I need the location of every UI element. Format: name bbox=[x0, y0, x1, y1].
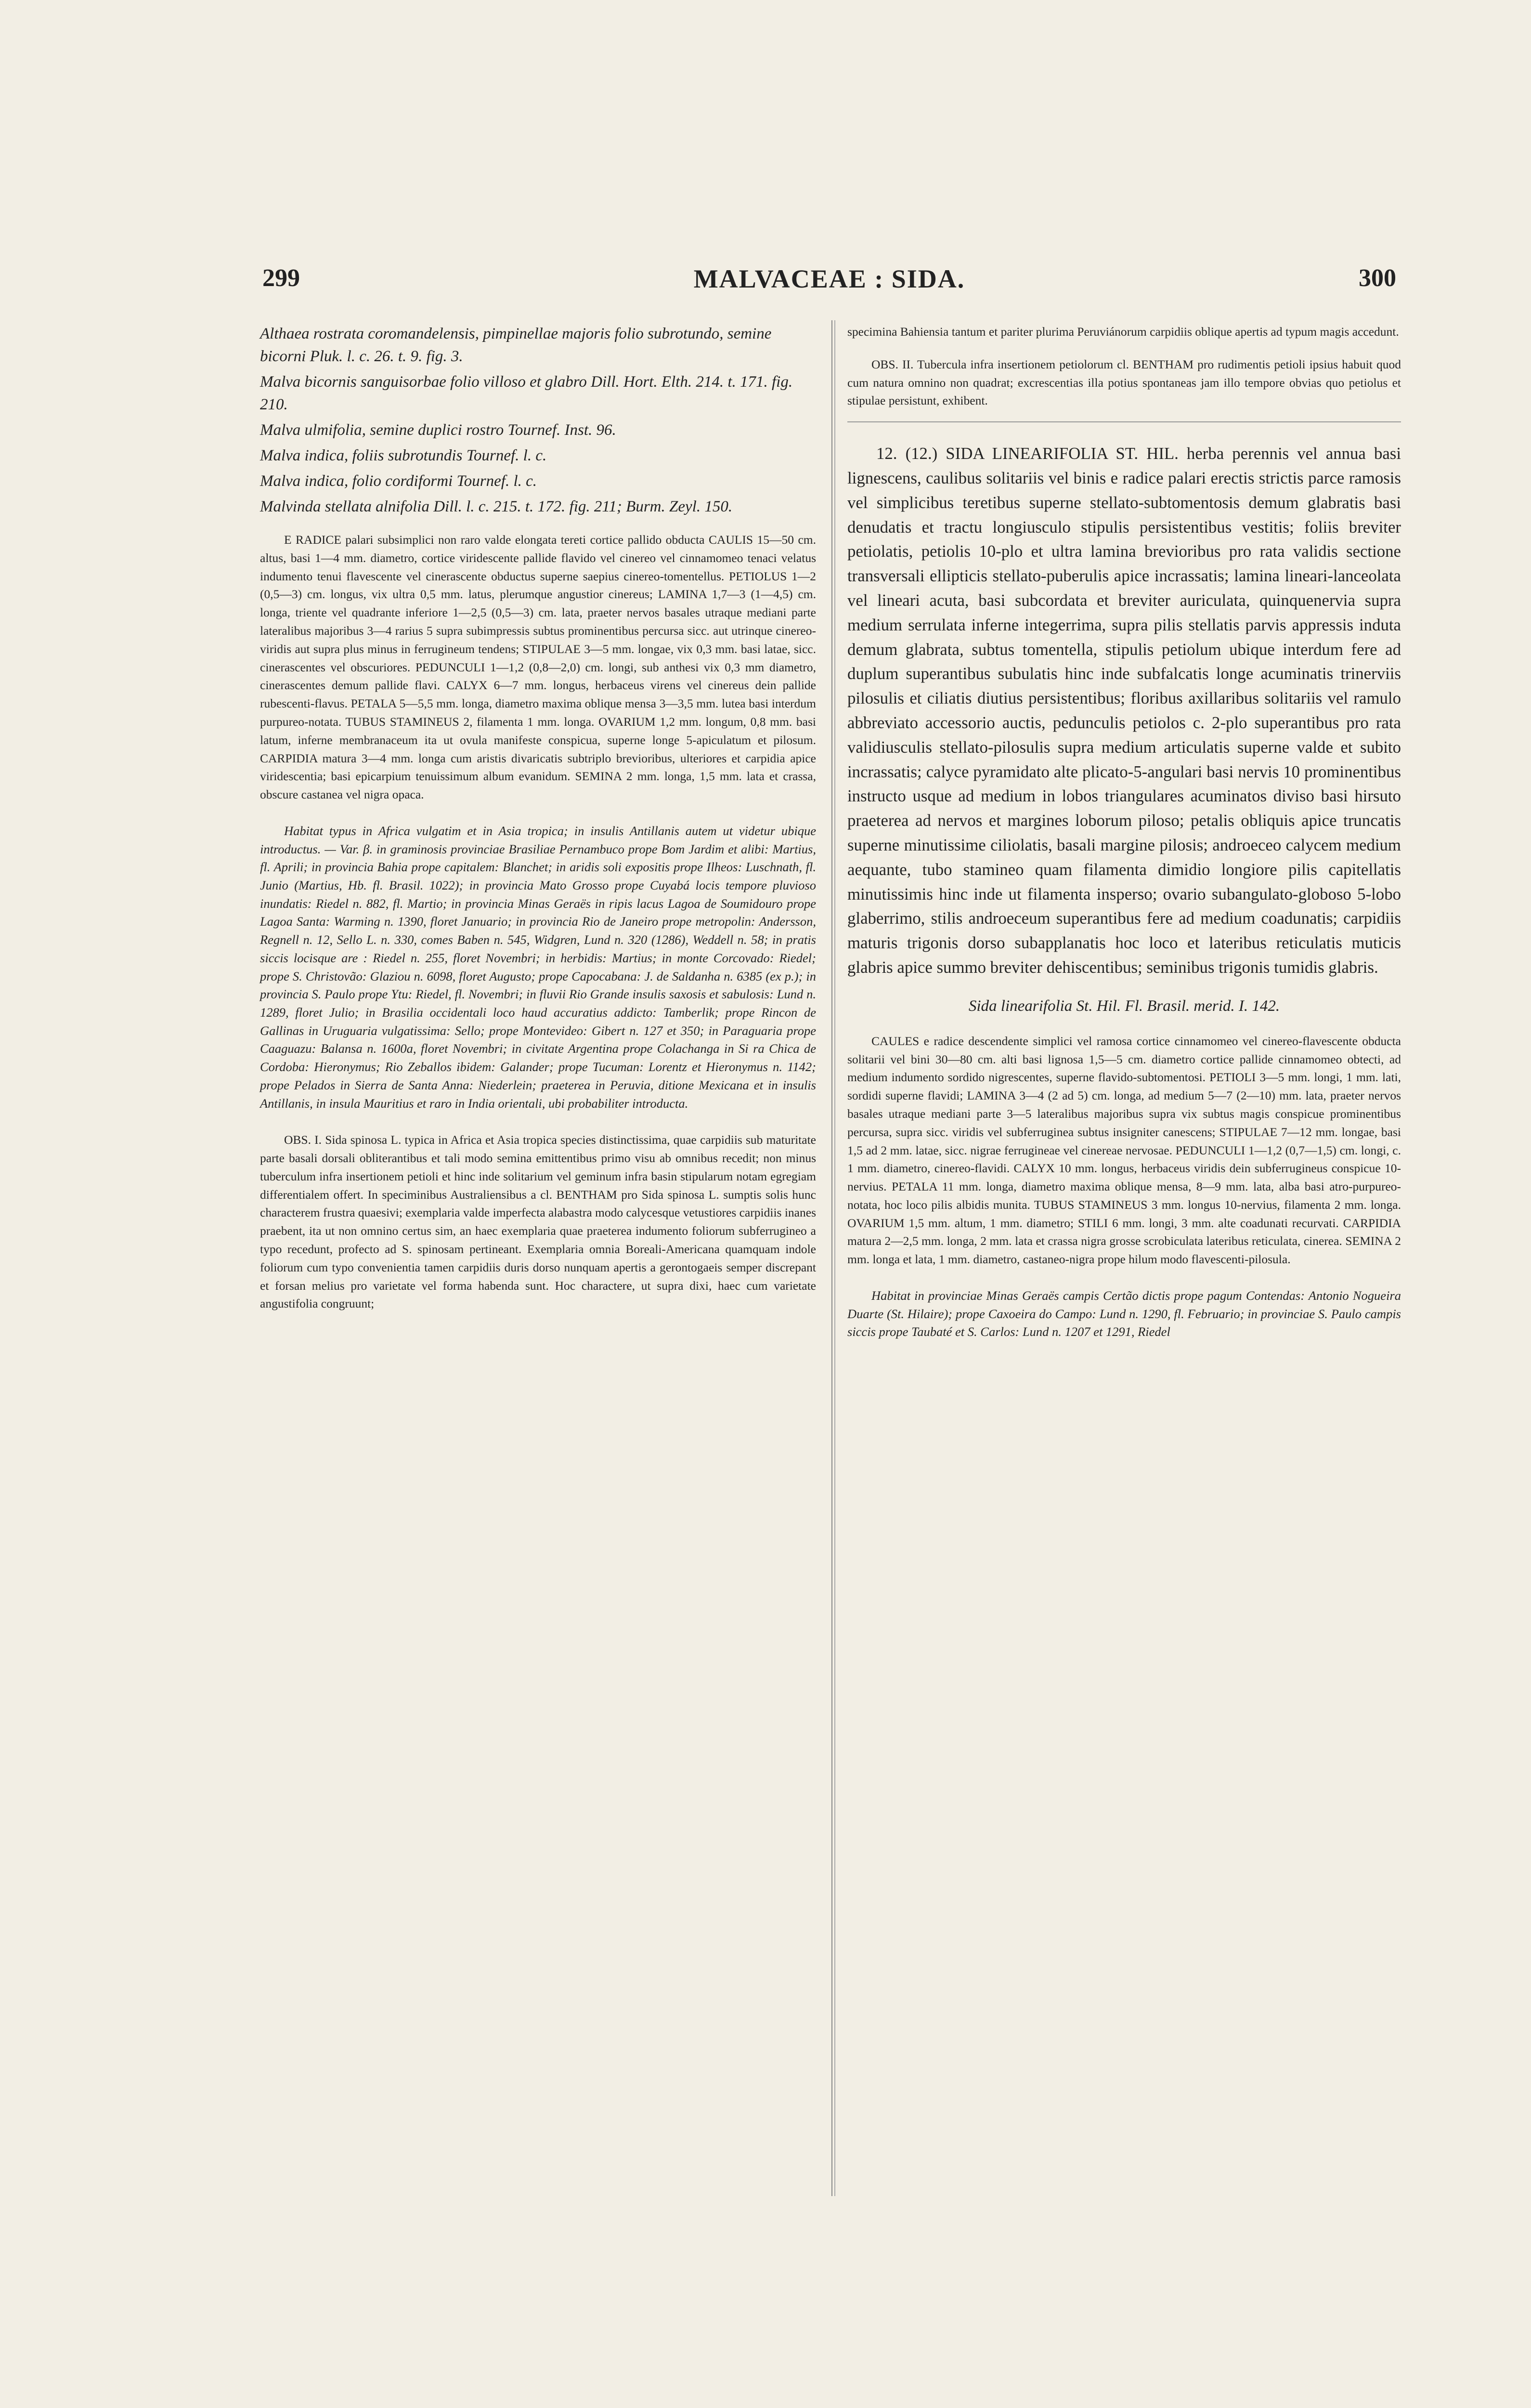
synonym-entry: Malva indica, folio cordiformi Tournef. l. c. bbox=[260, 472, 537, 490]
synonym-entry: Malva ulmifolia, semine duplici rostro Tournef. Inst. 96. bbox=[260, 421, 616, 439]
column-divider-inner bbox=[834, 320, 835, 2196]
synonym-entry: Althaea rostrata coromandelensis, pimpinellae majoris folio subrotundo, semine bicorni Pluk. l. c. 26. t. 9. fig. 3. bbox=[260, 325, 772, 365]
habitat-paragraph: Habitat typus in Africa vulgatim et in Asia tropica; in insulis Antillanis autem ut videtur ubique introductus. — Var. β. in graminosis provinciae Brasiliae Pernambuco prope Bom Jardim et alibi: Martius, fl. Aprili; in provincia Bahia prope capitalem: Blanchet; in aridis soli expositis prope Ilheos: Luschnath, fl. Junio (Martius, Hb. fl. Brasil. 1022); in provincia Mato Grosso prope Cuyabá locis tempore pluvioso inundatis: Riedel n. 882, fl. Martio; in provincia Minas Geraës in ripis lacus Lagoa de Soumidouro prope Lagoa Santa: Warming n. 1390, floret Januario; in provincia Rio de Janeiro prope metropolin: Andersson, Regnell n. 12, Sello L. n. 330, comes Baben n. 545, Widgren, Lund n. 320 (1286), Weddell n. 58; in pratis siccis locisque are : Riedel n. 255, floret Novembri; in herbidis: Martius; in monte Corcovado: Riedel; prope S. Christovão: Glaziou n. 6098, floret Augusto; prope Capocabana: J. de Saldanha n. 6385 (ex p.); in provincia S. Paulo prope Ytu: Riedel, fl. Novembri; in fluvii Rio Grande insulis saxosis et sabulosis: Lund n. 1289, floret Julio; in Brasilia occidentali loco haud accuratius addicto: Tamberlik; prope Rincon de Gallinas in Uruguaria vulgatissima: Sello; prope Montevideo: Gibert n. 127 et 350; in Paraguaria prope Caaguazu: Balansa n. 1600a, floret Novembri; in civitate Argentina prope Colachanga in Si ra Chica de Cordoba: Hieronymus; Rio Zeballos ibidem: Galander; prope Tucuman: Lorentz et Hieronymus n. 1142; prope Pelados in Sierra de Santa Anna: Niederlein; praeterea in Peruvia, ditione Mexicana et in insulis Antillanis, in insula Mauritius et raro in India orientali, ubi probabiliter introducta. bbox=[260, 823, 816, 1111]
left-column bbox=[260, 323, 816, 1313]
right-column bbox=[847, 323, 1401, 1341]
running-title: MALVACEAE : SIDA. bbox=[693, 264, 965, 293]
habitat-paragraph-right: Habitat in provinciae Minas Geraës campis Certão dictis prope pagum Contendas: Antonio Nogueira Duarte (St. Hilaire); prope Caxoeira do Campo: Lund n. 1290, fl. Februario; in provinciae S. Paulo campis siccis prope Taubaté et S. Carlos: Lund n. 1207 et 1291, Riedel bbox=[847, 1288, 1401, 1339]
synonym-entry: Malva bicornis sanguisorbae folio villoso et glabro Dill. Hort. Elth. 214. t. 171. fig. 210. bbox=[260, 373, 793, 413]
synonym-list bbox=[260, 323, 816, 518]
page-header bbox=[262, 264, 1396, 302]
species-diagnosis: 12. (12.) SIDA LINEARIFOLIA ST. HIL. herba perennis vel annua basi lignescens, caulibus solitariis vel binis e radice palari erectis strictis parce ramosis vel simplicibus teretibus superne stellato-subtomentosis demum glabratis basi denudatis et tractu longiusculo stipulis persistentibus vestitis; foliis breviter petiolatis, petiolis 10-plo et ultra lamina brevioribus pro rata validis sectione transversali ellipticis stellato-puberulis apice incrassatis; lamina lineari-lanceolata vel lineari acuta, basi subcordata et breviter auriculata, quinquenervia supra medium serrulata inferne integerrima, supra pilis stellatis parvis appressis induta demum glabrata, subtus tomentella, stipulis petiolum ubique interdum fere ad duplum superantibus subulatis hinc inde subfalcatis longe acuminatis trinerviis pilosulis et ciliatis diutius persistentibus; floribus axillaribus solitariis vel ramulo abbreviato accessorio auctis, pedunculis petiolos c. 2-plo superantibus pro rata validiusculis stellato-pilosulis supra medium articulatis superne valde et subito incrassatis; calyce pyramidato alte plicato-5-angulari basi nervis 10 prominentibus instructo usque ad medium in lobos triangulares acuminatos diviso basi hirsuto praeterea ad nervos et margines loborum piloso; petalis obliquis apice truncatis superne minutissime ciliolatis, basali margine pilosis; androeceo calycem medium aequante, tubo stamineo quam filamenta dimidio longiore pilis capitellatis minutissimis hinc inde ut filamenta insperso; ovario subangulato-globoso 5-lobo glaberrimo, stilis androeceum superantibus fere ad medium coadunatis; carpidiis maturis trigonis dorso subapplanatis hoc loco et lateribus reticulatis muticis glabris apice summo breviter dehiscentibus; seminibus trigonis tumidis glabris. bbox=[847, 444, 1401, 977]
page-number-right: 300 bbox=[1359, 264, 1396, 292]
species-description-right: CAULES e radice descendente simplici vel ramosa cortice cinnamomeo vel cinereo-flavescente obducta solitarii vel bini 30—80 cm. alti basi lignosa 1,5—5 cm. diametro cortice pallide cinnamomeo obtecti, ad medium indumento sordido nigrescentes, superne flavido-subtomentosi. PETIOLI 3—5 mm. longi, 1 mm. lati, sordidi superne flavidi; LAMINA 3—4 (2 ad 5) cm. longa, ad medium 5—7 (2—10) mm. lata, praeter nervos basales utraque mediani parte 3—5 lateralibus majoribus supra vix subtus magis conspicue prominentibus percursa, supra sicc. viridis vel subferruginea subtus insigniter canescens; STIPULAE 7—12 mm. longae, basi 1,5 ad 2 mm. latae, sicc. nigrae ferrugineae vel cinereae nervosae. PEDUNCULI 1—1,2 (0,7—1,5) cm. longi, c. 1 mm. diametro, cinereo-flavidi. CALYX 10 mm. longus, herbaceus viridis dein subferrugineus conspicue 10-nervius. PETALA 11 mm. longa, diametro maxima oblique mensa, 8—9 mm. lata, alba basi atro-purpureo-notata, hoc loco pilis albidis munita. TUBUS STAMINEUS 3 mm. longus 10-nervius, filamenta 2 mm. longa. OVARIUM 1,5 mm. altum, 1 mm. diametro; STILI 6 mm. longi, 3 mm. alte coadunati recurvati. CARPIDIA matura 2—2,5 mm. longa, 2 mm. lata et crassa nigra grosse scrobiculata lateribus reticulata, cinerea. SEMINA 2 mm. longa et lata, 1 mm. diametro, castaneo-nigra prope hilum modo flavescenti-pilosula. bbox=[847, 1034, 1401, 1267]
species-description: E RADICE palari subsimplici non raro valde elongata tereti cortice pallido obducta CAULIS 15—50 cm. altus, basi 1—4 mm. diametro, cortice viridescente pallide flavido vel cinereo vel cinnamomeo tenaci velatus indumento tenui flavescente vel cinerascente obductus superne saepius cinereo-tomentellus. PETIOLUS 1—2 (0,5—3) cm. longus, vix ultra 0,5 mm. latus, plerumque angustior cinereus; LAMINA 1,7—3 (1—4,5) cm. longa, triente vel quadrante inferiore 1—2,5 (0,5—3) cm. lata, praeter nervos basales utraque mediani parte lateralibus majoribus 3—4 rarius 5 supra subimpressis subtus prominentibus percursa sicc. aut utrinque cinereo-viridis aut supra plus minus in ferrugineum tendens; STIPULAE 3—5 mm. longae, vix 0,3 mm. basi latae, sicc. cinerascentes vel obscuriores. PEDUNCULI 1—1,2 (0,8—2,0) cm. longi, sub anthesi vix 0,3 mm diametro, cinerascentes demum pallide flavi. CALYX 6—7 mm. longus, herbaceus virens vel cinereus dein pallide rubescenti-flavus. PETALA 5—5,5 mm. longa, diametro maxima oblique mensa 3—3,5 mm. lutea basi interdum purpureo-notata. TUBUS STAMINEUS 2, filamenta 1 mm. longa. OVARIUM 1,2 mm. longum, 0,8 mm. basi latum, inferne membranaceum ita ut ovula manifeste conspicua, superne longe 5-apiculatum et pilosum. CARPIDIA matura 3—4 mm. longa cum aristis divaricatis subtriplo brevioribus, ulteriores et carpidia apice viridescentia; basi epicarpium tenuissimum album evanidum. SEMINA 2 mm. longa, 1,5 mm. lata et crassa, obscure castanea vel nigra opaca. bbox=[260, 533, 816, 802]
column-divider bbox=[831, 320, 832, 2196]
species-reference: Sida linearifolia St. Hil. Fl. Brasil. merid. I. 142. bbox=[968, 997, 1280, 1015]
section-divider bbox=[847, 421, 1401, 422]
synonym-entry: Malvinda stellata alnifolia Dill. l. c. 215. t. 172. fig. 211; Burm. Zeyl. 150. bbox=[260, 498, 733, 515]
page-number-left: 299 bbox=[262, 264, 300, 292]
continued-text: specimina Bahiensia tantum et pariter plurima Peruviánorum carpidiis oblique apertis ad typum magis accedunt. bbox=[847, 325, 1399, 339]
synonym-entry: Malva indica, foliis subrotundis Tournef. l. c. bbox=[260, 447, 547, 464]
observation-2: OBS. II. Tubercula infra insertionem petiolorum cl. BENTHAM pro rudimentis petioli ipsius habuit quod cum natura omnino non quadrat; excrescentias illa potius spontaneas jam illo tempore obvias quo petiolus et stipulae persistunt, exhibent. bbox=[847, 357, 1401, 408]
observation-1: OBS. I. Sida spinosa L. typica in Africa et Asia tropica species distinctissima, quae carpidiis sub maturitate parte basali dorsali obliterantibus et tali modo semina emittentibus primo visu ab omnibus recedit; non minus tuberculum infra insertionem petioli et hinc inde solitarium vel geminum infra basin stipularum notam egregiam differentialem offert. In speciminibus Australiensibus a cl. BENTHAM pro Sida spinosa L. sumptis solis hunc characterem frustra quaesivi; exemplaria valde imperfecta alabastra modo calycesque vetustiores carpidiis inanes praebent, ita ut non omnino certus sim, an haec exemplaria quae praeterea indumento foliorum subferrugineo a typo recedunt, profecto ad S. spinosam pertineant. Exemplaria omnia Boreali-Americana quamquam indole foliorum cum typo convenientia tamen carpidiis duris dorso nunquam apertis a gerontogaeis semper discrepant et forsan melius pro varietate vel forma habenda sunt. Hoc charactere, ut supra dixi, haec cum varietate angustifolia congruunt; bbox=[260, 1133, 816, 1311]
